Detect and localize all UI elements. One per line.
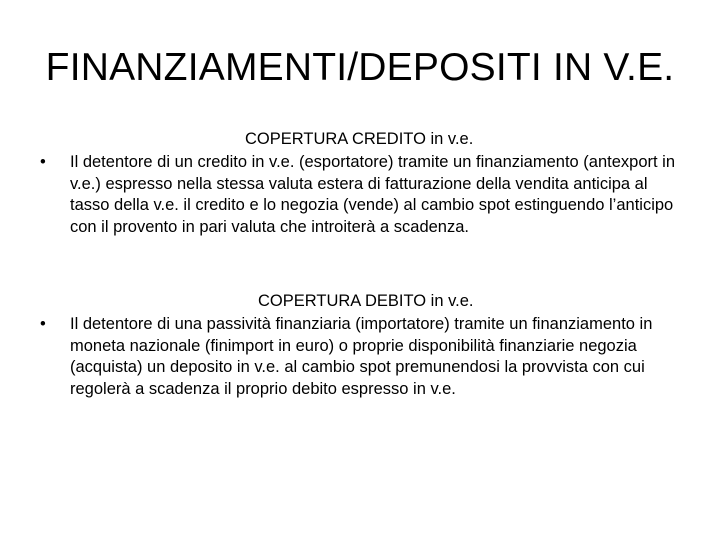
bullet-item	[0, 152, 720, 238]
bullet-icon: •	[40, 153, 46, 171]
bullet-text: Il detentore di una passività finanziaria (importatore) tramite un finanziamento in moneta nazionale (finimport in euro) o proprie disponibilità finanziarie negozia (acquista) un deposito in v.e. al cambio spot premunendosi la provvista con cui regolerà a scadenza il proprio debito espresso in v.e.	[70, 315, 653, 398]
bullet-text: Il detentore di un credito in v.e. (esportatore) tramite un finanziamento (antexport in v.e.) espresso nella stessa valuta estera di fatturazione della vendita anticipa al tasso della v.e. il credito e lo negozia (vende) al cambio spot estinguendo l’anticipo con il provento in pari valuta che introiterà a scadenza.	[70, 153, 676, 236]
section-heading: COPERTURA DEBITO in v.e.	[258, 292, 474, 310]
bullet-item	[0, 314, 720, 400]
section-copertura-debito	[0, 290, 720, 400]
slide-title: FINANZIAMENTI/DEPOSITI IN V.E.	[45, 46, 675, 89]
section-copertura-credito	[0, 128, 720, 238]
section-heading: COPERTURA CREDITO in v.e.	[245, 130, 474, 148]
bullet-icon: •	[40, 315, 46, 333]
